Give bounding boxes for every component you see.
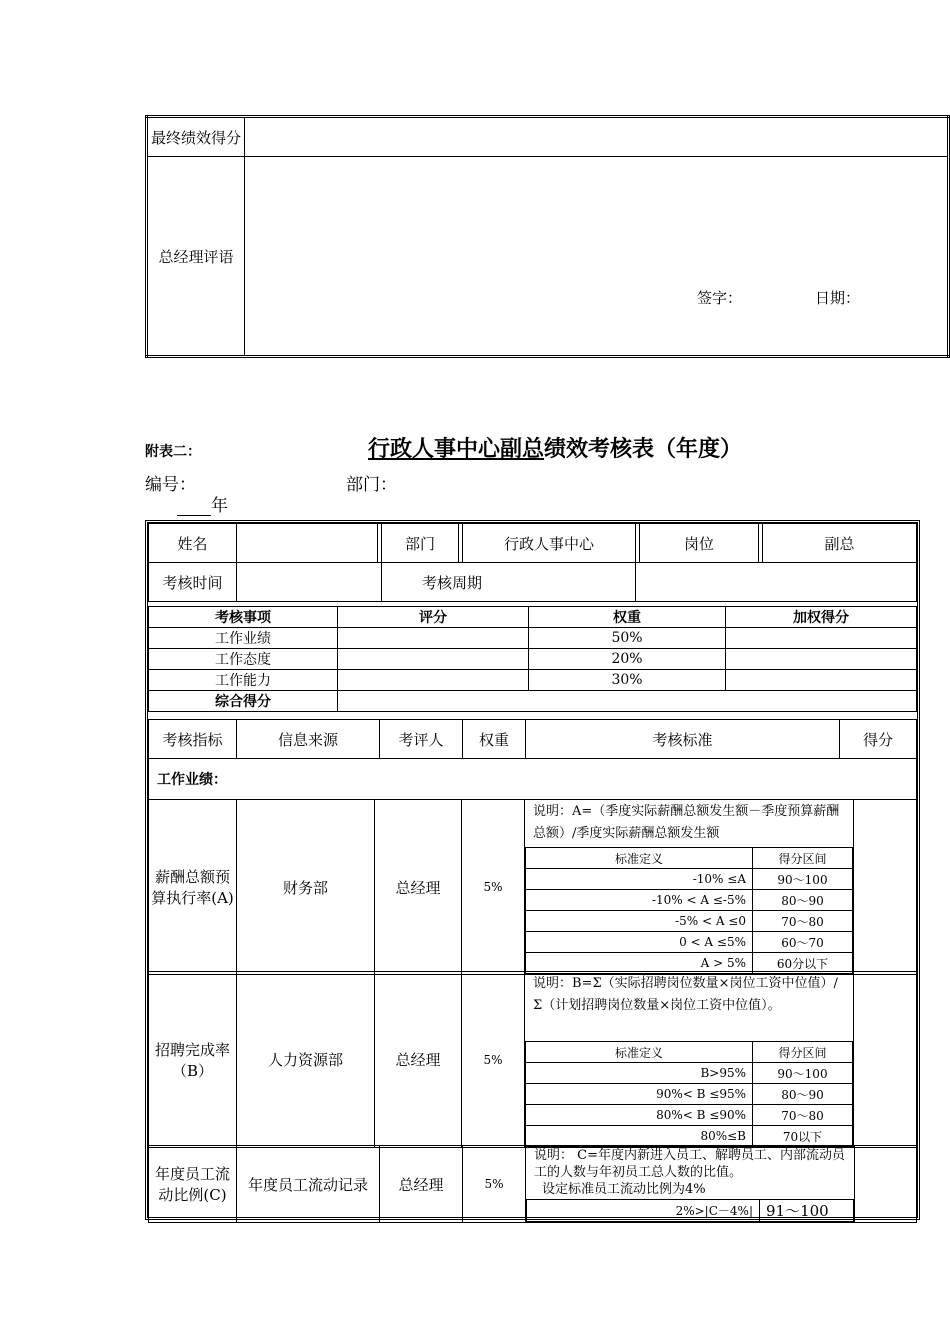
standard-row — [526, 1126, 853, 1147]
indicator-c — [148, 1145, 917, 1223]
std-score: 90～100 — [753, 1063, 853, 1084]
score-header: 得分区间 — [753, 1042, 853, 1063]
header-rater: 考评人 — [380, 720, 463, 759]
indicator-note: 说明：B=Σ（实际招聘岗位数量×岗位工资中位值）/Σ（计划招聘岗位数量×岗位工资中位值）。 — [533, 976, 838, 1013]
summary-row — [149, 628, 917, 649]
date-label: 日期： — [815, 289, 861, 307]
std-def: -10% ≤A — [526, 869, 753, 890]
year-label: 年 — [177, 491, 228, 516]
indicator-score[interactable] — [854, 972, 917, 1148]
indicator-name: 年度员工流动比例(C) — [149, 1146, 237, 1223]
standard-row — [527, 1200, 854, 1222]
final-review-table — [145, 115, 950, 358]
standard-row — [526, 890, 853, 911]
std-def: -5% < A ≤0 — [526, 911, 753, 932]
indicator-weight: 5% — [462, 800, 525, 975]
position-value: 副总 — [763, 524, 917, 563]
standard-row — [526, 1105, 853, 1126]
summary-weighted[interactable] — [726, 628, 917, 649]
standard-row — [526, 869, 853, 890]
summary-score[interactable] — [338, 670, 529, 691]
indicator-name: 薪酬总额预算执行率(A) — [149, 800, 237, 975]
std-score: 60～70 — [753, 932, 853, 953]
info-table — [148, 523, 917, 602]
final-score-value[interactable] — [245, 117, 949, 157]
detail-header — [148, 719, 917, 800]
summary-item: 工作能力 — [149, 670, 338, 691]
dept-label: 部门 — [382, 524, 459, 563]
summary-header-weight: 权重 — [529, 607, 726, 628]
summary-header-weighted: 加权得分 — [726, 607, 917, 628]
std-def: A > 5% — [526, 953, 753, 974]
summary-row — [149, 649, 917, 670]
standard-row — [526, 911, 853, 932]
indicator-source: 财务部 — [237, 800, 375, 975]
std-header: 标准定义 — [526, 848, 753, 869]
year-blank[interactable] — [177, 498, 211, 516]
summary-table — [148, 606, 917, 712]
position-label: 岗位 — [640, 524, 759, 563]
std-score: 90～100 — [753, 869, 853, 890]
appendix-label: 附表二： — [145, 444, 201, 460]
dept-value: 行政人事中心 — [463, 524, 636, 563]
period-value[interactable] — [636, 563, 917, 602]
header-standard: 考核标准 — [526, 720, 840, 759]
name-label: 姓名 — [149, 524, 237, 563]
summary-header-item: 考核事项 — [149, 607, 338, 628]
summary-total-value[interactable] — [338, 691, 917, 712]
summary-weighted[interactable] — [726, 670, 917, 691]
gm-comment-value[interactable] — [245, 157, 949, 357]
gm-comment-label: 总经理评语 — [147, 157, 245, 357]
std-score: 80～90 — [753, 1084, 853, 1105]
section-work: 工作业绩： — [149, 759, 917, 800]
indicator-rater: 总经理 — [375, 800, 462, 975]
page-title — [368, 432, 742, 463]
title-rest: 绩效考核表（年度） — [544, 436, 743, 462]
std-score: 60分以下 — [753, 953, 853, 974]
title-underlined: 行政人事中心副总 — [368, 436, 545, 462]
std-def: 2%>|C－4%| — [527, 1200, 760, 1222]
standard-table — [526, 1199, 854, 1222]
summary-item: 工作态度 — [149, 649, 338, 670]
indicator-b — [148, 971, 917, 1148]
number-label: 编号： — [145, 475, 196, 495]
std-score: 80～90 — [753, 890, 853, 911]
summary-weight: 50% — [529, 628, 726, 649]
summary-item: 工作业绩 — [149, 628, 338, 649]
std-score: 70以下 — [753, 1126, 853, 1147]
indicator-note2: 设定标准员工流动比例为4% — [542, 1182, 706, 1197]
indicator-weight: 5% — [463, 1146, 526, 1223]
std-def: 80%< B ≤90% — [526, 1105, 753, 1126]
standard-table — [525, 847, 853, 974]
summary-total-label: 综合得分 — [149, 691, 338, 712]
summary-weight: 30% — [529, 670, 726, 691]
assessment-form — [145, 520, 920, 1220]
name-value[interactable] — [237, 524, 378, 563]
header-source: 信息来源 — [237, 720, 380, 759]
std-score: 70～80 — [753, 911, 853, 932]
header-weight: 权重 — [463, 720, 526, 759]
std-def: 90%< B ≤95% — [526, 1084, 753, 1105]
indicator-score[interactable] — [855, 1146, 917, 1223]
header-indicator: 考核指标 — [149, 720, 237, 759]
header-score: 得分 — [840, 720, 917, 759]
summary-header-score: 评分 — [338, 607, 529, 628]
std-def: 80%≤B — [526, 1126, 753, 1147]
standard-row — [526, 1084, 853, 1105]
indicator-score[interactable] — [854, 800, 917, 975]
indicator-source: 年度员工流动记录 — [237, 1146, 380, 1223]
std-score: 91～100 — [760, 1200, 854, 1222]
sign-label: 签字： — [697, 289, 743, 307]
summary-row — [149, 670, 917, 691]
summary-score[interactable] — [338, 649, 529, 670]
std-def: -10% < A ≤-5% — [526, 890, 753, 911]
summary-weight: 20% — [529, 649, 726, 670]
indicator-name: 招聘完成率（B） — [149, 972, 237, 1148]
period-time-value[interactable] — [237, 563, 382, 602]
score-header: 得分区间 — [753, 848, 853, 869]
dept-header-label: 部门： — [346, 475, 397, 495]
indicator-note: 说明： C=年度内新进入员工、解聘员工、内部流动员工的人数与年初员工总人数的比值。 — [534, 1148, 845, 1180]
summary-weighted[interactable] — [726, 649, 917, 670]
standard-table — [525, 1041, 853, 1147]
indicator-note: 说明：A=（季度实际薪酬总额发生额－季度预算薪酬总额）/季度实际薪酬总额发生额 — [533, 804, 840, 841]
std-def: B>95% — [526, 1063, 753, 1084]
final-score-label: 最终绩效得分 — [147, 117, 245, 157]
indicator-source: 人力资源部 — [237, 972, 375, 1148]
period-time-label: 考核时间 — [149, 563, 237, 602]
summary-score[interactable] — [338, 628, 529, 649]
std-def: 0 < A ≤5% — [526, 932, 753, 953]
standard-row — [526, 1063, 853, 1084]
indicator-weight: 5% — [462, 972, 525, 1148]
indicator-a — [148, 799, 917, 975]
indicator-rater: 总经理 — [380, 1146, 463, 1223]
std-score: 70～80 — [753, 1105, 853, 1126]
indicator-rater: 总经理 — [375, 972, 462, 1148]
standard-row — [526, 932, 853, 953]
period-label: 考核周期 — [382, 563, 636, 602]
std-header: 标准定义 — [526, 1042, 753, 1063]
